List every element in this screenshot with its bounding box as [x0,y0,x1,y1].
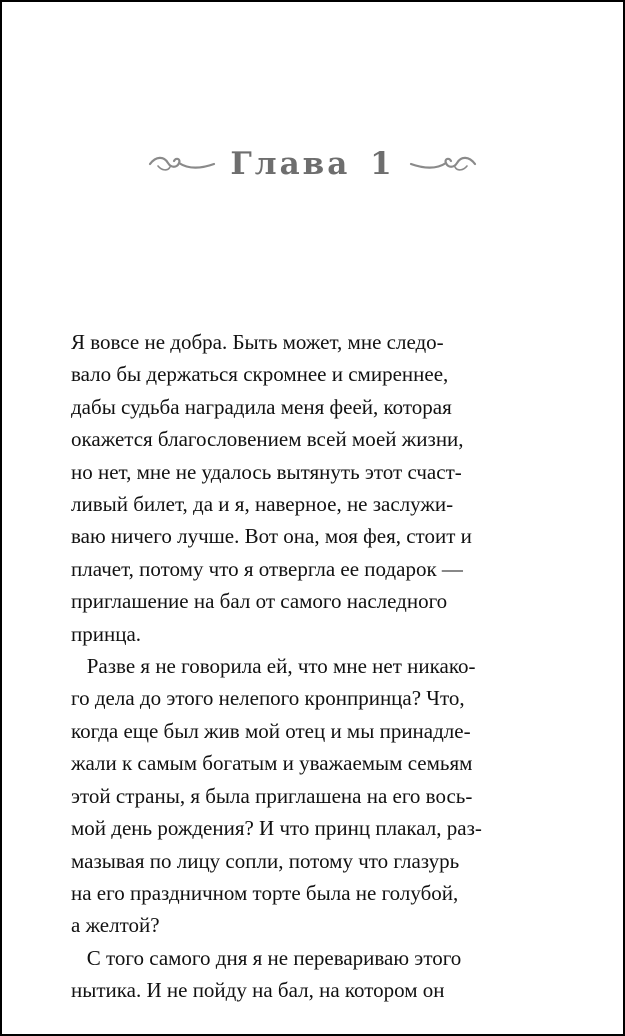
paragraph-1: Я вовсе не добра. Быть может, мне следо- вало бы держаться скромнее и смиреннее, дабы судьба наградила меня феей, которая окажется благословением всей моей жизни, но нет, мне не удалось вытянуть этот счаст- ливый билет, да и я, наверное, не заслужи- ваю ничего лучше. Вот она, моя фея, стоит и плачет, потому что я отвергла ее подарок — приглашение на бал от самого наследного принца. [71,330,472,646]
chapter-title: Глава 1 [230,146,395,182]
paragraph-3: С того самого дня я не перевариваю этого нытика. И не пойду на бал, на котором он [71,945,462,1003]
left-flourish-ornament-icon [148,153,216,175]
chapter-heading [2,140,623,188]
paragraph-2: Разве я не говорила ей, что мне нет никако- го дела до этого нелепого кронпринца? Что, когда еще был жив мой отец и мы принадле- жали к самым богатым и уважаемым семьям этой страны, я была приглашена на его вось- мой день рождения? И что принц плакал, раз- мазывая по лицу сопли, потому что глазурь на его праздничном торте была не голубой, а желтой? [71,654,482,938]
right-flourish-ornament-icon [409,153,477,175]
chapter-body-text [71,326,527,1007]
